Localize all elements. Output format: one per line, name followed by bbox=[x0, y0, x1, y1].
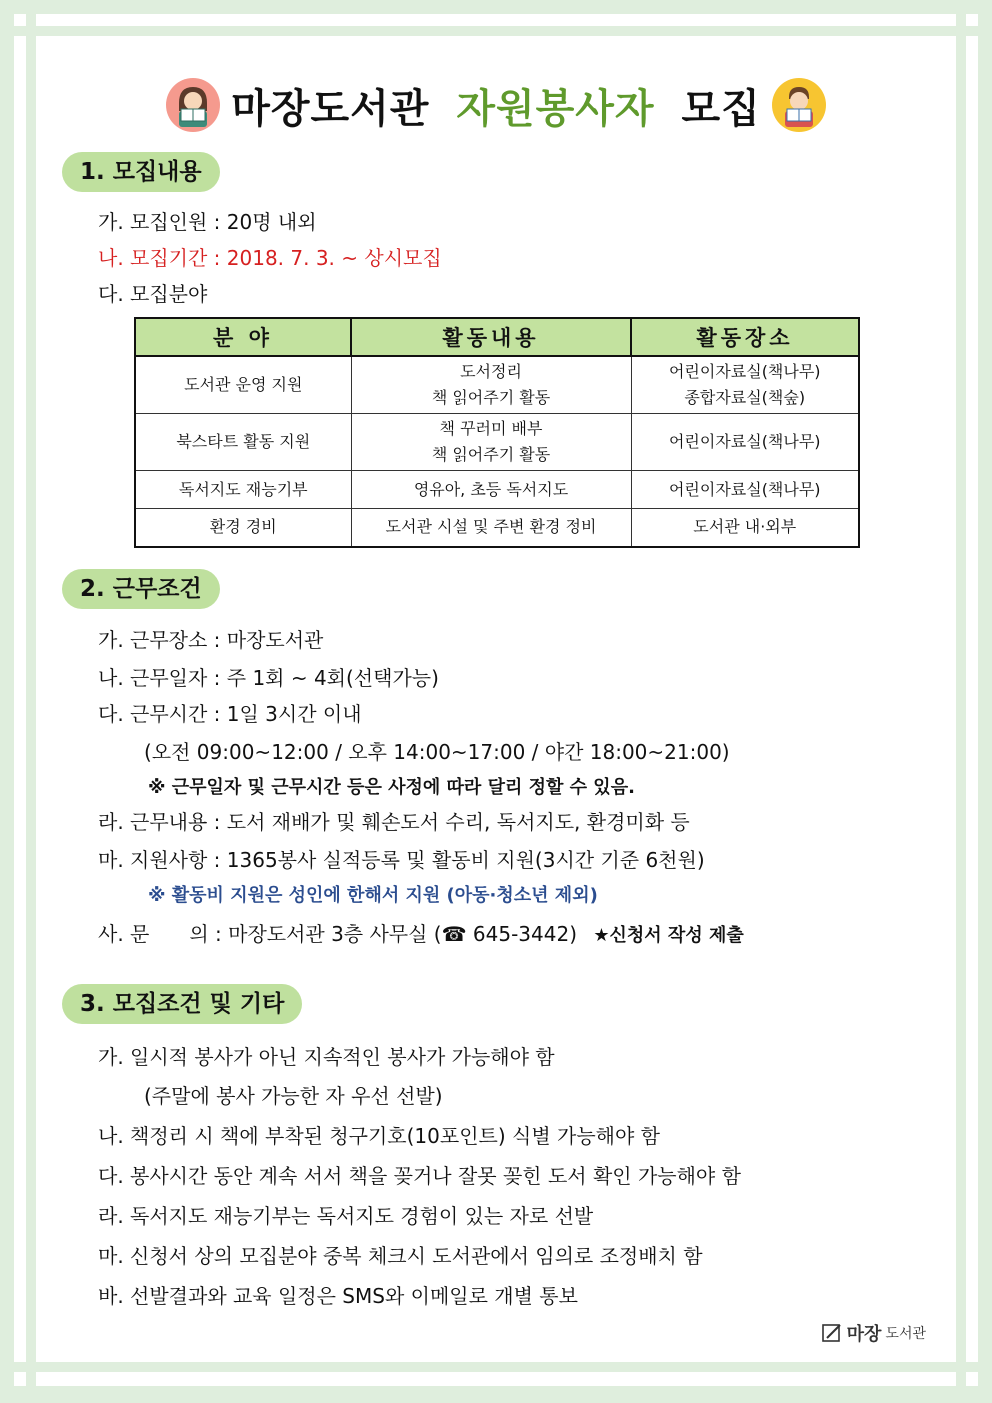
section3-item-4: 다. 봉사시간 동안 계속 서서 책을 꽂거나 잘못 꽂힌 도서 확인 가능해야 함 bbox=[98, 1164, 741, 1188]
table-cell-field: 환경 경비 bbox=[135, 509, 351, 547]
section2-note-1: ※ 근무일자 및 근무시간 등은 사정에 따라 달리 정할 수 있음. bbox=[148, 777, 635, 798]
section1-item-2: 나. 모집기간 : 2018. 7. 3. ~ 상시모집 bbox=[98, 246, 442, 270]
section2-note-2: ※ 활동비 지원은 성인에 한해서 지원 (아동·청소년 제외) bbox=[148, 885, 598, 906]
section2-item-6: 마. 지원사항 : 1365봉사 실적등록 및 활동비 지원(3시간 기준 6천원) bbox=[98, 848, 705, 872]
frame-bar-right-2 bbox=[978, 0, 992, 1403]
table-header-field: 분 야 bbox=[135, 318, 351, 356]
reader-girl-icon bbox=[165, 77, 221, 133]
contact-star-note: ★신청서 작성 제출 bbox=[593, 925, 744, 946]
table-cell-content bbox=[351, 509, 631, 547]
content-line: 책 꾸러미 배부 bbox=[439, 419, 543, 438]
title-part1: 마장도서관 bbox=[231, 85, 430, 132]
table-cell-field: 독서지도 재능기부 bbox=[135, 471, 351, 509]
section3-item-5: 라. 독서지도 재능기부는 독서지도 경험이 있는 자로 선발 bbox=[98, 1204, 594, 1228]
poster-page bbox=[40, 60, 952, 1350]
frame-bar-bottom-2 bbox=[0, 1386, 992, 1403]
logo-text: 마장 bbox=[846, 1324, 882, 1345]
content-line: 도서정리 bbox=[460, 362, 522, 381]
section3-item-2: (주말에 봉사 가능한 자 우선 선발) bbox=[144, 1084, 443, 1108]
title-part2: 자원봉사자 bbox=[456, 85, 655, 132]
recruitment-fields-table bbox=[134, 317, 860, 548]
content-line: 책 읽어주기 활동 bbox=[431, 388, 551, 407]
place-line: 어린이자료실(책나무) bbox=[668, 362, 821, 381]
content-line: 영유아, 초등 독서지도 bbox=[413, 479, 569, 499]
table-cell-content bbox=[351, 356, 631, 414]
frame-bar-left-2 bbox=[26, 0, 36, 1403]
contact-close: ) bbox=[569, 922, 577, 946]
content-line: 책 읽어주기 활동 bbox=[431, 445, 551, 464]
section3-item-1: 가. 일시적 봉사가 아닌 지속적인 봉사가 가능해야 함 bbox=[98, 1045, 555, 1069]
title-row bbox=[40, 70, 952, 140]
content-line: 도서관 시설 및 주변 환경 정비 bbox=[385, 517, 597, 537]
table-cell-place bbox=[631, 414, 859, 471]
section3-item-3: 나. 책정리 시 책에 부착된 청구기호(10포인트) 식별 가능해야 함 bbox=[98, 1124, 660, 1148]
frame-bar-bottom-1 bbox=[0, 1362, 992, 1372]
table-header-content: 활동내용 bbox=[351, 318, 631, 356]
frame-bar-left-1 bbox=[0, 0, 14, 1403]
pencil-note-icon bbox=[821, 1322, 843, 1344]
section2-contact bbox=[98, 920, 744, 950]
table-cell-content bbox=[351, 414, 631, 471]
library-logo bbox=[821, 1320, 926, 1346]
poster-title bbox=[231, 77, 761, 134]
contact-label: 사. 문 의 : 마장도서관 3층 사무실 ( bbox=[98, 922, 442, 946]
table-row bbox=[135, 509, 859, 547]
contact-phone: 645-3442 bbox=[472, 922, 570, 946]
table-header-row bbox=[135, 318, 859, 356]
table-cell-place bbox=[631, 509, 859, 547]
frame-bar-top-2 bbox=[0, 26, 992, 36]
phone-icon: ☎ bbox=[441, 922, 473, 946]
section2-item-2: 나. 근무일자 : 주 1회 ~ 4회(선택가능) bbox=[98, 666, 439, 690]
section2-item-5: 라. 근무내용 : 도서 재배가 및 훼손도서 수리, 독서지도, 환경미화 등 bbox=[98, 810, 690, 834]
table-row bbox=[135, 356, 859, 414]
section1-item-1: 가. 모집인원 : 20명 내외 bbox=[98, 210, 317, 234]
table-header-place: 활동장소 bbox=[631, 318, 859, 356]
place-line: 종합자료실(책숲) bbox=[684, 388, 806, 407]
section3-item-7: 바. 선발결과와 교육 일정은 SMS와 이메일로 개별 통보 bbox=[98, 1284, 578, 1308]
table-row bbox=[135, 471, 859, 509]
section2-item-3: 다. 근무시간 : 1일 3시간 이내 bbox=[98, 702, 362, 726]
table-cell-content bbox=[351, 471, 631, 509]
place-line: 어린이자료실(책나무) bbox=[668, 479, 821, 499]
section1-heading: 1. 모집내용 bbox=[62, 152, 220, 192]
reader-boy-icon bbox=[771, 77, 827, 133]
section2-heading: 2. 근무조건 bbox=[62, 569, 220, 609]
section1-item-3: 다. 모집분야 bbox=[98, 282, 208, 306]
title-part3: 모집 bbox=[681, 85, 761, 132]
table-row bbox=[135, 414, 859, 471]
section3-item-6: 마. 신청서 상의 모집분야 중복 체크시 도서관에서 임의로 조정배치 함 bbox=[98, 1244, 703, 1268]
place-line: 어린이자료실(책나무) bbox=[668, 432, 821, 451]
section2-item-1: 가. 근무장소 : 마장도서관 bbox=[98, 628, 324, 652]
place-line: 도서관 내·외부 bbox=[693, 517, 797, 537]
section2-item-4: (오전 09:00~12:00 / 오후 14:00~17:00 / 야간 18:00~21:00) bbox=[144, 740, 730, 764]
table-cell-field: 북스타트 활동 지원 bbox=[135, 414, 351, 471]
logo-sub: 도서관 bbox=[885, 1326, 926, 1342]
frame-bar-right-1 bbox=[956, 0, 966, 1403]
table-cell-place bbox=[631, 471, 859, 509]
table-cell-place bbox=[631, 356, 859, 414]
table-cell-field: 도서관 운영 지원 bbox=[135, 356, 351, 414]
section3-heading: 3. 모집조건 및 기타 bbox=[62, 984, 302, 1024]
frame-bar-top-1 bbox=[0, 0, 992, 14]
